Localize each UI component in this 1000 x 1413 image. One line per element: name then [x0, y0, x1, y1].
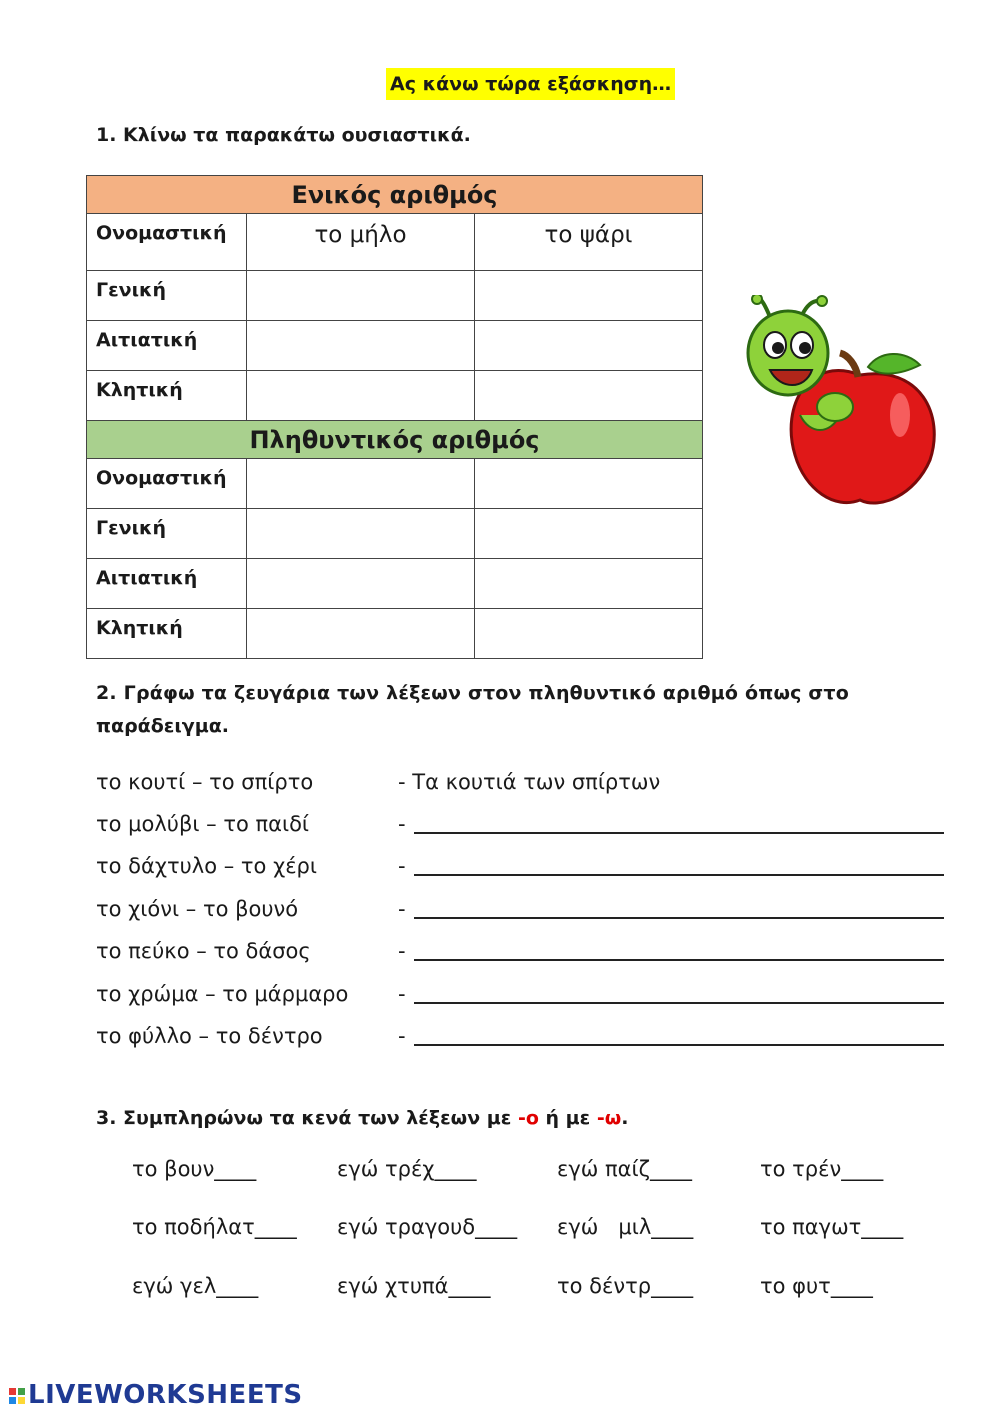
dash: - [398, 897, 406, 921]
fill-blank-word[interactable]: εγώ τρέχ____ [337, 1157, 477, 1181]
noun-1: το μήλο [247, 214, 475, 271]
answer-cell[interactable] [475, 271, 703, 321]
word-pair: το χρώμα – το μάρμαρο [96, 982, 349, 1006]
case-label: Αιτιατική [87, 559, 247, 609]
answer-line[interactable] [414, 874, 944, 876]
fill-blank-word[interactable]: το παγωτ____ [760, 1215, 904, 1239]
answer-cell[interactable] [475, 559, 703, 609]
worksheet-title: Ας κάνω τώρα εξάσκηση… [386, 68, 675, 100]
worm-apple-illustration [740, 295, 945, 520]
answer-cell[interactable] [475, 509, 703, 559]
declension-table [86, 175, 703, 659]
liveworksheets-logo[interactable] [8, 1380, 303, 1410]
logo-text: LIVEWORKSHEETS [28, 1380, 303, 1410]
question-3-suffix: . [621, 1107, 629, 1129]
case-label: Κλητική [87, 609, 247, 659]
question-3-label [96, 1107, 628, 1129]
answer-line[interactable] [414, 1002, 944, 1004]
fill-blank-word[interactable]: το φυτ____ [760, 1274, 873, 1298]
dash: - [398, 854, 406, 878]
case-label: Ονομαστική [87, 214, 247, 271]
question-1-label: 1. Κλίνω τα παρακάτω ουσιαστικά. [96, 124, 471, 146]
answer-line[interactable] [414, 917, 944, 919]
noun-2: το ψάρι [475, 214, 703, 271]
dash: - [398, 812, 406, 836]
answer-cell[interactable] [247, 509, 475, 559]
fill-blank-word[interactable]: το βουν____ [132, 1157, 257, 1181]
answer-cell[interactable] [475, 371, 703, 421]
question-3-prefix: 3. Συμπληρώνω τα κενά των λέξεων με [96, 1107, 518, 1129]
dash: - [398, 1024, 406, 1048]
plural-header: Πληθυντικός αριθμός [87, 421, 703, 459]
answer-cell[interactable] [475, 609, 703, 659]
word-pair: το κουτί – το σπίρτο [96, 770, 314, 794]
answer-line[interactable] [414, 1044, 944, 1046]
answer-cell[interactable] [247, 321, 475, 371]
fill-blank-word[interactable]: το ποδήλατ____ [132, 1215, 297, 1239]
question-3-middle: ή με [538, 1107, 597, 1129]
answer-cell[interactable] [247, 459, 475, 509]
answer-cell[interactable] [475, 459, 703, 509]
word-pair: το δάχτυλο – το χέρι [96, 854, 317, 878]
word-pair: το πεύκο – το δάσος [96, 939, 311, 963]
case-label: Αιτιατική [87, 321, 247, 371]
fill-blank-word[interactable]: το δέντρ____ [557, 1274, 694, 1298]
singular-header: Ενικός αριθμός [87, 176, 703, 214]
fill-blank-word[interactable]: εγώ παίζ____ [557, 1157, 693, 1181]
fill-blank-word[interactable]: εγώ γελ____ [132, 1274, 259, 1298]
word-pair: το μολύβι – το παιδί [96, 812, 310, 836]
answer-cell[interactable] [247, 271, 475, 321]
answer-line[interactable] [414, 832, 944, 834]
answer-line[interactable] [414, 959, 944, 961]
answer-cell[interactable] [475, 321, 703, 371]
case-label: Ονομαστική [87, 459, 247, 509]
example-answer: - Τα κουτιά των σπίρτων [398, 770, 661, 794]
answer-cell[interactable] [247, 371, 475, 421]
question-2-label-line2: παράδειγμα. [96, 715, 229, 737]
fill-blank-word[interactable]: εγώ μιλ____ [557, 1215, 694, 1239]
option-o: -ο [517, 1107, 539, 1129]
case-label: Γενική [87, 271, 247, 321]
fill-blank-word[interactable]: εγώ τραγουδ____ [337, 1215, 518, 1239]
case-label: Κλητική [87, 371, 247, 421]
answer-cell[interactable] [247, 609, 475, 659]
word-pair: το χιόνι – το βουνό [96, 897, 299, 921]
fill-blank-word[interactable]: εγώ χτυπά____ [337, 1274, 491, 1298]
logo-blocks-icon [8, 1387, 28, 1405]
case-label: Γενική [87, 509, 247, 559]
dash: - [398, 982, 406, 1006]
word-pair: το φύλλο – το δέντρο [96, 1024, 323, 1048]
answer-cell[interactable] [247, 559, 475, 609]
dash: - [398, 939, 406, 963]
option-omega: -ω [596, 1107, 622, 1129]
question-2-label-line1: 2. Γράφω τα ζευγάρια των λέξεων στον πληθυντικό αριθμό όπως στο [96, 682, 850, 704]
fill-blank-word[interactable]: το τρέν____ [760, 1157, 884, 1181]
